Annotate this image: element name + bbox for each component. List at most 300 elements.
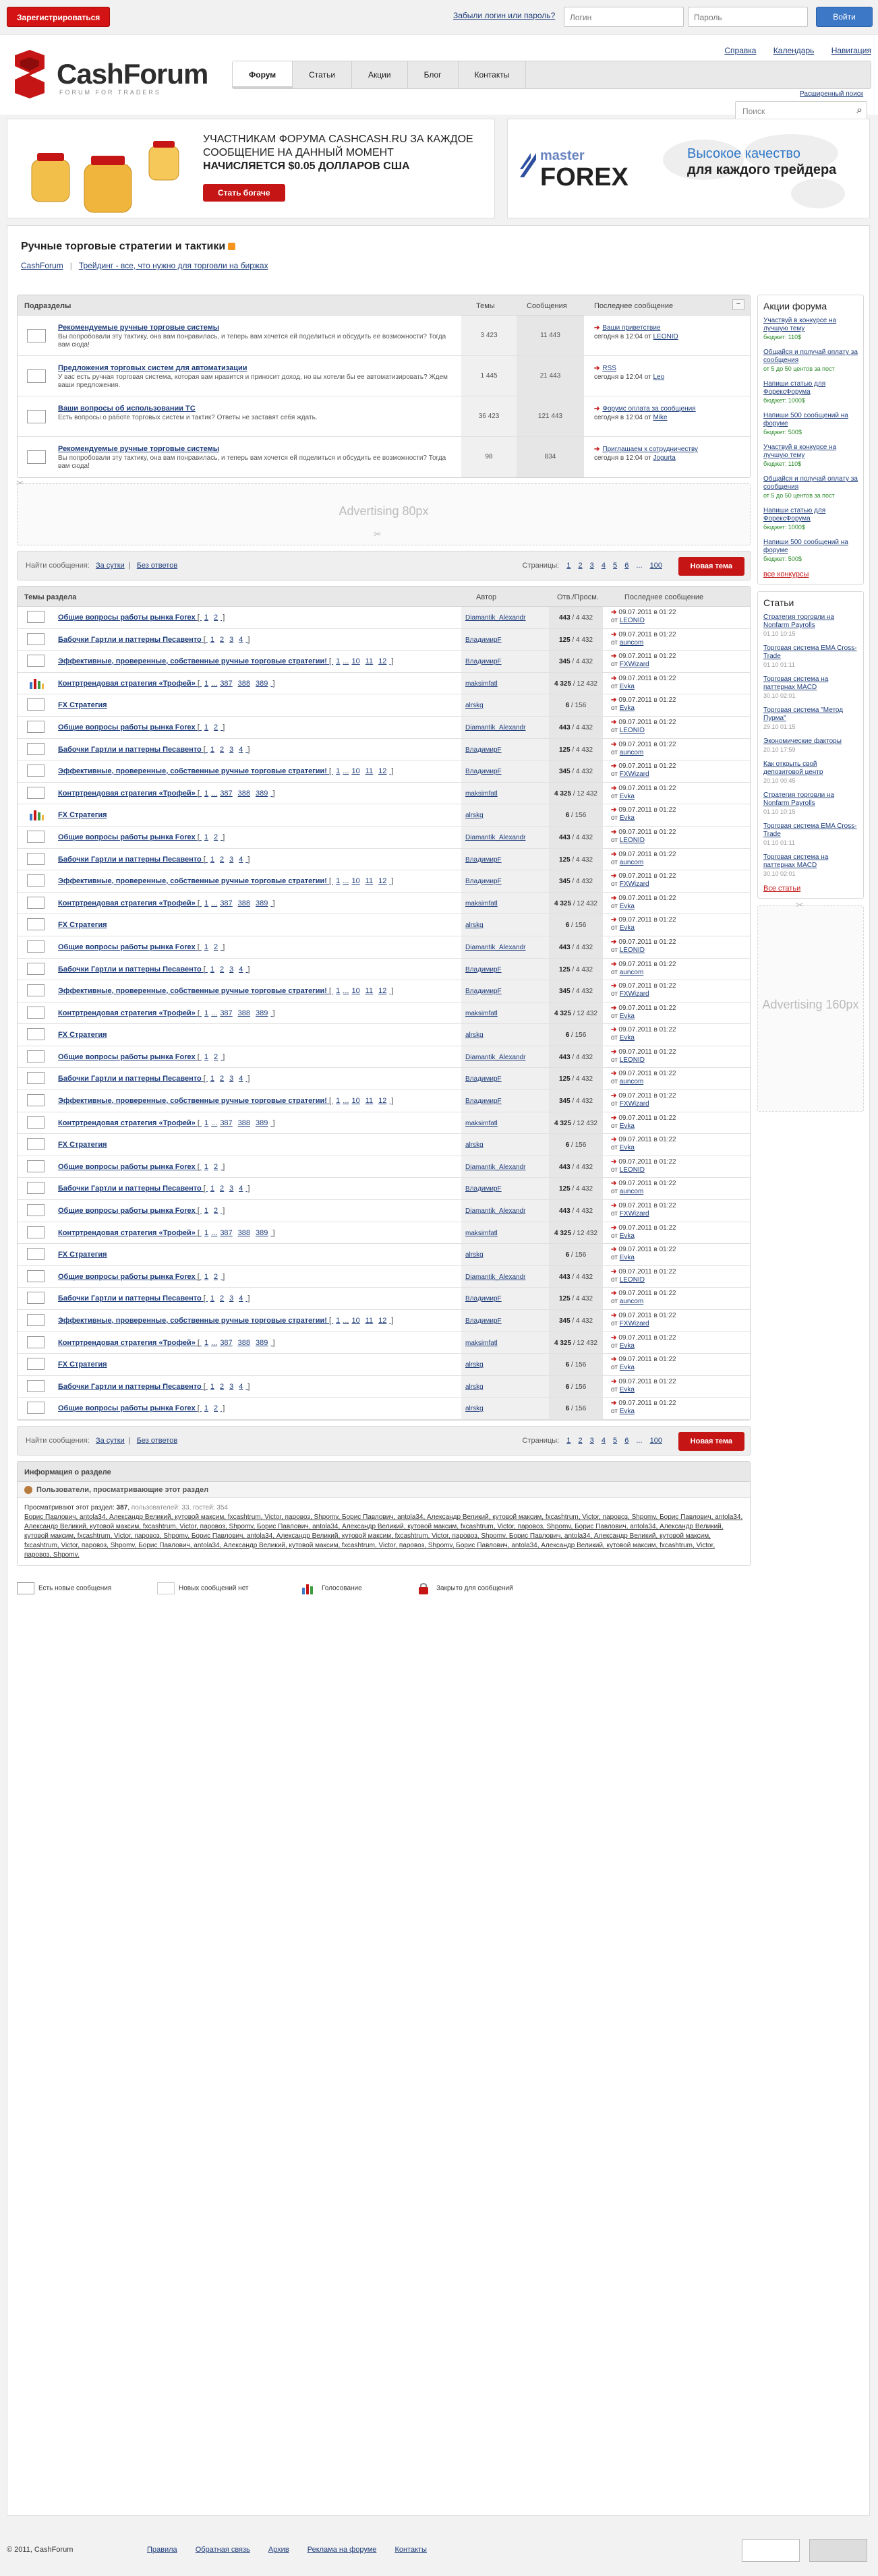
topic-title[interactable]: Бабочки Гартли и паттерны Песавенто: [58, 1185, 202, 1193]
topic-row[interactable]: [18, 849, 750, 871]
topic-title[interactable]: Контртрендовая стратегия «Трофей»: [58, 1118, 196, 1127]
topic-row[interactable]: [18, 1002, 750, 1025]
filter-day-link[interactable]: За сутки: [95, 1436, 125, 1445]
topic-page-link[interactable]: 3: [229, 1075, 234, 1083]
topic-title[interactable]: FX Стратегия: [58, 1360, 107, 1369]
topic-page-link[interactable]: 2: [220, 635, 225, 644]
all-promos-link[interactable]: все конкурсы: [763, 570, 809, 578]
topic-title[interactable]: Общие вопросы работы рынка Forex: [58, 1207, 196, 1216]
last-post-user[interactable]: Evka: [619, 924, 635, 932]
topic-page-link[interactable]: 388: [237, 899, 251, 907]
topic-title[interactable]: FX Стратегия: [58, 811, 107, 820]
topic-page-link[interactable]: 3: [229, 1185, 234, 1193]
topic-author[interactable]: ВладимирF: [465, 878, 502, 886]
topic-author[interactable]: ВладимирF: [465, 1098, 502, 1106]
topic-page-link[interactable]: 2: [214, 833, 218, 841]
subsection-row[interactable]: [18, 316, 750, 356]
topic-page-link[interactable]: 1: [210, 1382, 214, 1391]
login-input[interactable]: Логин: [564, 7, 684, 27]
topic-page-link[interactable]: 1: [204, 1338, 209, 1347]
topic-page-link[interactable]: 1: [336, 767, 341, 776]
calendar-link[interactable]: Календарь: [773, 46, 815, 55]
topic-author[interactable]: Diamantik_Alexandr: [465, 943, 526, 951]
topic-page-link[interactable]: 11: [365, 767, 374, 776]
footer-link-feedback[interactable]: Обратная связь: [195, 2546, 250, 2554]
last-post-user[interactable]: Evka: [619, 1012, 635, 1020]
topic-page-link[interactable]: 12: [378, 877, 387, 886]
topic-title[interactable]: Эффективные, проверенные, собственные ручные торговые стратегии!: [58, 767, 327, 776]
page-link[interactable]: 6: [624, 1436, 629, 1445]
topic-row[interactable]: [18, 607, 750, 629]
page-link[interactable]: 5: [613, 1436, 618, 1445]
topic-author[interactable]: ВладимирF: [465, 1295, 502, 1303]
topic-author[interactable]: alrskg: [465, 922, 484, 930]
topic-row[interactable]: [18, 804, 750, 827]
topic-page-link[interactable]: 4: [239, 745, 243, 754]
promo-item[interactable]: [763, 349, 858, 373]
promo-link[interactable]: Напиши 500 сообщений на форуме: [763, 539, 848, 554]
topic-page-link[interactable]: 1: [204, 679, 209, 688]
article-item[interactable]: [763, 822, 858, 847]
topic-title[interactable]: FX Стратегия: [58, 701, 107, 710]
topic-author[interactable]: alrskg: [465, 1031, 484, 1040]
topic-page-link[interactable]: 1: [210, 745, 214, 754]
topic-page-link[interactable]: 1: [210, 965, 214, 974]
topic-page-link[interactable]: 387: [220, 1118, 233, 1127]
help-link[interactable]: Справка: [724, 46, 757, 55]
topic-row[interactable]: [18, 1134, 750, 1156]
footer-link-contacts[interactable]: Контакты: [394, 2546, 427, 2554]
topic-page-link[interactable]: 1: [204, 1228, 209, 1237]
topic-row[interactable]: [18, 1332, 750, 1354]
topic-page-link[interactable]: 389: [256, 789, 268, 798]
last-post-user[interactable]: LEONID: [653, 333, 678, 340]
article-item[interactable]: [763, 707, 858, 731]
topic-title[interactable]: Общие вопросы работы рынка Forex: [58, 833, 196, 841]
topic-page-link[interactable]: 387: [220, 1228, 233, 1237]
topic-title[interactable]: Контртрендовая стратегия «Трофей»: [58, 679, 196, 688]
topic-page-link[interactable]: 4: [239, 965, 243, 974]
last-post-title[interactable]: Ваши приветствие: [602, 324, 661, 332]
tab-forum[interactable]: Форум: [233, 61, 293, 88]
last-post-user[interactable]: LEONID: [619, 1166, 645, 1174]
subsection-row[interactable]: [18, 396, 750, 437]
last-post-user[interactable]: auncom: [619, 748, 644, 756]
promo-item[interactable]: [763, 412, 858, 437]
counter-badge[interactable]: [809, 2539, 867, 2562]
topic-title[interactable]: Контртрендовая стратегия «Трофей»: [58, 1228, 196, 1237]
topic-page-link[interactable]: 12: [378, 657, 387, 666]
topic-page-link[interactable]: 1: [336, 1317, 341, 1325]
topic-page-link[interactable]: 12: [378, 1097, 387, 1106]
topic-title[interactable]: Общие вопросы работы рынка Forex: [58, 723, 196, 731]
article-item[interactable]: [763, 853, 858, 878]
topic-page-link[interactable]: 4: [239, 1294, 243, 1303]
topic-page-link[interactable]: 388: [237, 1228, 251, 1237]
last-post-user[interactable]: Mike: [653, 414, 668, 421]
article-link[interactable]: Стратегия торговли на Nonfarm Payrolls: [763, 791, 835, 807]
last-post-user[interactable]: FXWizard: [619, 771, 649, 779]
article-item[interactable]: [763, 760, 858, 785]
topic-title[interactable]: Бабочки Гартли и паттерны Песавенто: [58, 855, 202, 864]
subsection-title[interactable]: Предложения торговых систем для автоматизации: [58, 364, 247, 372]
topic-row[interactable]: [18, 1178, 750, 1200]
topic-row[interactable]: [18, 1222, 750, 1245]
topic-row[interactable]: [18, 1288, 750, 1310]
topic-author[interactable]: Diamantik_Alexandr: [465, 833, 526, 841]
topic-page-link[interactable]: 1: [336, 877, 341, 886]
topic-row[interactable]: [18, 893, 750, 915]
article-item[interactable]: [763, 791, 858, 816]
topic-page-link[interactable]: 2: [214, 1404, 218, 1413]
promo-link[interactable]: Напиши 500 сообщений на форуме: [763, 412, 848, 427]
last-post-user[interactable]: FXWizard: [619, 1100, 649, 1108]
last-post-user[interactable]: LEONID: [619, 617, 645, 624]
topic-page-link[interactable]: 387: [220, 679, 233, 688]
last-post-user[interactable]: Evka: [619, 1144, 635, 1152]
page-link[interactable]: 3: [589, 562, 594, 570]
topic-row[interactable]: [18, 1310, 750, 1332]
topic-page-link[interactable]: 1: [210, 635, 214, 644]
viewers-usernames[interactable]: Борис Павлович, antola34, Александр Великий, кутовой максим, fxcashtrum, Victor, паровоз, Shpomv, Борис Павлович, antola34, Александр Великий, кутовой максим, fxcashtrum, Victor, паровоз, Shpomv, Борис Павлович, antola34, Александр Великий, кутовой максим, fxcashtrum, Victor, паровоз, Shpomv, Борис Павлович, antola34, Александр Великий, кутовой максим, fxcashtrum, Victor, паровоз, Shpomv, Борис Павлович, antola34, Александр Великий, кутовой максим, fxcashtrum, Victor, паровоз, Shpomv, Борис Павлович, antola34, Александр Великий, кутовой максим, fxcashtrum, Victor, паровоз, Shpomv, Борис Павлович, antola34, Александр Великий, кутовой максим, fxcashtrum, Victor, паровоз, Shpomv, Борис Павлович, antola34, Александр Великий, кутовой максим, fxcashtrum, Victor, паровоз, Shpomv, Борис Павлович, antola34, Александр Великий, кутовой максим, fxcashtrum, Victor, паровоз, Shpomv.: [24, 1513, 743, 1559]
topic-row[interactable]: [18, 980, 750, 1002]
topic-page-link[interactable]: 2: [220, 1382, 225, 1391]
topic-author[interactable]: ВладимирF: [465, 1317, 502, 1325]
topic-page-link[interactable]: 4: [239, 1185, 243, 1193]
article-link[interactable]: Стратегия торговли на Nonfarm Payrolls: [763, 613, 835, 629]
collapse-icon[interactable]: −: [732, 299, 744, 310]
page-link[interactable]: 100: [649, 1436, 662, 1445]
last-post-user[interactable]: auncom: [619, 1298, 644, 1306]
login-button[interactable]: Войти: [816, 7, 873, 27]
filter-noreply-link[interactable]: Без ответов: [136, 1436, 178, 1445]
last-post-user[interactable]: Evka: [619, 792, 635, 800]
last-post-user[interactable]: Evka: [619, 705, 635, 713]
topic-row[interactable]: [18, 1354, 750, 1376]
topic-page-link[interactable]: 2: [214, 723, 218, 731]
filter-day-link[interactable]: За сутки: [95, 562, 125, 570]
filter-noreply-link[interactable]: Без ответов: [136, 562, 178, 570]
banner-forum-promo[interactable]: [7, 119, 495, 218]
topic-page-link[interactable]: 389: [256, 1118, 268, 1127]
topic-title[interactable]: Бабочки Гартли и паттерны Песавенто: [58, 1294, 202, 1303]
last-post-title[interactable]: Приглашаем к сотрудничеству: [602, 446, 699, 453]
promo-link[interactable]: Участвуй в конкурсе на лучшую тему: [763, 444, 837, 459]
breadcrumb-current[interactable]: Трейдинг - все, что нужно для торговли на биржах: [78, 261, 268, 270]
topic-author[interactable]: alrskg: [465, 1405, 484, 1413]
promo-link[interactable]: Напиши статью для ФорексФорума: [763, 380, 826, 396]
page-link[interactable]: 5: [613, 562, 618, 570]
topic-author[interactable]: alrskg: [465, 1361, 484, 1369]
topic-row[interactable]: [18, 1156, 750, 1178]
last-post-user[interactable]: Evka: [619, 682, 635, 690]
topic-page-link[interactable]: 11: [365, 1097, 374, 1106]
topic-title[interactable]: Общие вопросы работы рынка Forex: [58, 1162, 196, 1171]
topic-page-link[interactable]: 1: [204, 723, 209, 731]
new-topic-button[interactable]: Новая тема: [678, 1432, 744, 1451]
topic-page-link[interactable]: 2: [220, 1294, 225, 1303]
page-link[interactable]: 4: [601, 562, 606, 570]
topic-page-link[interactable]: 388: [237, 1009, 251, 1017]
promo-link[interactable]: Общайся и получай оплату за сообщения: [763, 475, 858, 491]
topic-page-link[interactable]: 1: [204, 1052, 209, 1061]
page-link[interactable]: 1: [566, 562, 571, 570]
topic-title[interactable]: Контртрендовая стратегия «Трофей»: [58, 1338, 196, 1347]
topic-title[interactable]: Общие вопросы работы рынка Forex: [58, 1272, 196, 1281]
topic-page-link[interactable]: 4: [239, 1382, 243, 1391]
last-post-user[interactable]: auncom: [619, 968, 644, 976]
topic-title[interactable]: Эффективные, проверенные, собственные ручные торговые стратегии!: [58, 657, 327, 666]
tab-contacts[interactable]: Контакты: [459, 61, 527, 88]
topic-page-link[interactable]: 1: [336, 1097, 341, 1106]
topic-page-link[interactable]: 388: [237, 1118, 251, 1127]
article-item[interactable]: [763, 676, 858, 700]
topic-row[interactable]: [18, 1090, 750, 1112]
tab-promos[interactable]: Акции: [352, 61, 408, 88]
topic-author[interactable]: maksimfatl: [465, 899, 498, 907]
topic-page-link[interactable]: 388: [237, 679, 251, 688]
promo-link[interactable]: Участвуй в конкурсе на лучшую тему: [763, 317, 837, 332]
topic-row[interactable]: [18, 651, 750, 673]
register-button[interactable]: Зарегистрироваться: [7, 7, 110, 27]
topic-title[interactable]: Контртрендовая стратегия «Трофей»: [58, 899, 196, 907]
footer-link-rules[interactable]: Правила: [147, 2546, 177, 2554]
topic-page-link[interactable]: 2: [214, 1207, 218, 1216]
topic-row[interactable]: [18, 1398, 750, 1420]
topic-author[interactable]: Diamantik_Alexandr: [465, 1053, 526, 1061]
topic-row[interactable]: [18, 1068, 750, 1090]
promo-link[interactable]: Напиши статью для ФорексФорума: [763, 507, 826, 522]
topic-page-link[interactable]: 3: [229, 745, 234, 754]
topic-row[interactable]: [18, 694, 750, 717]
topic-row[interactable]: [18, 783, 750, 805]
topic-page-link[interactable]: 10: [351, 657, 360, 666]
topic-row[interactable]: [18, 1376, 750, 1398]
password-input[interactable]: Пароль: [688, 7, 808, 27]
promo-item[interactable]: [763, 507, 858, 532]
topic-page-link[interactable]: 1: [204, 1272, 209, 1281]
topic-row[interactable]: [18, 629, 750, 651]
topic-page-link[interactable]: 2: [214, 1272, 218, 1281]
last-post-user[interactable]: LEONID: [619, 946, 645, 954]
topic-author[interactable]: alrskg: [465, 1251, 484, 1259]
page-link[interactable]: 6: [624, 562, 629, 570]
topic-title[interactable]: Бабочки Гартли и паттерны Песавенто: [58, 965, 202, 974]
last-post-user[interactable]: LEONID: [619, 836, 645, 844]
topic-page-link[interactable]: 1: [204, 1162, 209, 1171]
topic-author[interactable]: Diamantik_Alexandr: [465, 1163, 526, 1171]
page-link[interactable]: 2: [578, 562, 583, 570]
logo-text[interactable]: CashForum: [57, 58, 208, 90]
topic-page-link[interactable]: 1: [204, 833, 209, 841]
topic-title[interactable]: Эффективные, проверенные, собственные ручные торговые стратегии!: [58, 987, 327, 996]
topic-author[interactable]: alrskg: [465, 702, 484, 710]
topic-row[interactable]: [18, 1024, 750, 1046]
topic-author[interactable]: alrskg: [465, 1141, 484, 1149]
topic-page-link[interactable]: 2: [214, 1162, 218, 1171]
search-icon[interactable]: ⌕: [856, 104, 862, 116]
page-link[interactable]: 3: [589, 1436, 594, 1445]
topic-author[interactable]: maksimfatl: [465, 1229, 498, 1237]
topic-page-link[interactable]: 12: [378, 767, 387, 776]
topic-page-link[interactable]: 1: [210, 1185, 214, 1193]
topic-page-link[interactable]: 11: [365, 987, 374, 996]
topic-page-link[interactable]: 3: [229, 635, 234, 644]
topic-author[interactable]: ВладимирF: [465, 1075, 502, 1083]
topic-page-link[interactable]: 389: [256, 1338, 268, 1347]
topic-author[interactable]: maksimfatl: [465, 680, 498, 688]
last-post-title[interactable]: Форумс оплата за сообщения: [602, 405, 696, 413]
topic-title[interactable]: Общие вопросы работы рынка Forex: [58, 1052, 196, 1061]
subsection-title[interactable]: Ваши вопросы об использовании TC: [58, 405, 196, 413]
topic-page-link[interactable]: 1: [204, 1207, 209, 1216]
last-post-user[interactable]: auncom: [619, 1078, 644, 1086]
last-post-user[interactable]: LEONID: [619, 1056, 645, 1064]
topic-row[interactable]: [18, 739, 750, 761]
topic-page-link[interactable]: 2: [220, 965, 225, 974]
topic-row[interactable]: [18, 760, 750, 783]
topic-page-link[interactable]: 10: [351, 1317, 360, 1325]
topic-author[interactable]: ВладимирF: [465, 965, 502, 974]
banner-masterforex[interactable]: [507, 119, 870, 218]
forgot-password-link[interactable]: Забыли логин или пароль?: [453, 11, 556, 20]
article-link[interactable]: Торговая система EMA Cross-Trade: [763, 822, 857, 838]
last-post-user[interactable]: LEONID: [619, 1276, 645, 1284]
topic-row[interactable]: [18, 1200, 750, 1222]
topic-page-link[interactable]: 2: [220, 1185, 225, 1193]
topic-row[interactable]: [18, 936, 750, 959]
article-link[interactable]: Торговая система на паттернах MACD: [763, 676, 829, 691]
topic-title[interactable]: Эффективные, проверенные, собственные ручные торговые стратегии!: [58, 1097, 327, 1106]
tab-articles[interactable]: Статьи: [293, 61, 352, 88]
topic-title[interactable]: Общие вопросы работы рынка Forex: [58, 613, 196, 622]
last-post-user[interactable]: auncom: [619, 638, 644, 647]
article-link[interactable]: Торговая система "Метод Пурма": [763, 707, 844, 722]
last-post-user[interactable]: FXWizard: [619, 661, 649, 669]
topic-row[interactable]: [18, 1112, 750, 1135]
article-item[interactable]: [763, 613, 858, 638]
promo-item[interactable]: [763, 539, 858, 564]
counter-badge[interactable]: [742, 2539, 800, 2562]
last-post-user[interactable]: Evka: [619, 1254, 635, 1262]
last-post-title[interactable]: RSS: [602, 365, 616, 372]
topic-page-link[interactable]: 2: [214, 942, 218, 951]
advanced-search-link[interactable]: Расширенный поиск: [800, 90, 864, 98]
topic-author[interactable]: Diamantik_Alexandr: [465, 1273, 526, 1281]
breadcrumb-home[interactable]: CashForum: [21, 261, 63, 270]
topic-page-link[interactable]: 10: [351, 877, 360, 886]
last-post-user[interactable]: Evka: [619, 1385, 635, 1394]
topic-row[interactable]: [18, 870, 750, 893]
last-post-user[interactable]: Evka: [619, 1408, 635, 1416]
topic-page-link[interactable]: 1: [204, 789, 209, 798]
topic-title[interactable]: Контртрендовая стратегия «Трофей»: [58, 1009, 196, 1017]
page-link[interactable]: 100: [649, 562, 662, 570]
topic-page-link[interactable]: 4: [239, 855, 243, 864]
navigation-link[interactable]: Навигация: [831, 46, 871, 55]
topic-title[interactable]: Бабочки Гартли и паттерны Песавенто: [58, 1382, 202, 1391]
topic-author[interactable]: ВладимирF: [465, 746, 502, 754]
topic-author[interactable]: ВладимирF: [465, 658, 502, 666]
topic-author[interactable]: alrskg: [465, 812, 484, 820]
last-post-user[interactable]: Evka: [619, 1364, 635, 1372]
topic-page-link[interactable]: 3: [229, 965, 234, 974]
topic-row[interactable]: [18, 1266, 750, 1288]
topic-row[interactable]: [18, 717, 750, 739]
topic-page-link[interactable]: 4: [239, 635, 243, 644]
last-post-user[interactable]: FXWizard: [619, 990, 649, 998]
last-post-user[interactable]: Leo: [653, 373, 665, 381]
topic-row[interactable]: [18, 914, 750, 936]
last-post-user[interactable]: Evka: [619, 1232, 635, 1240]
topic-page-link[interactable]: 1: [204, 1118, 209, 1127]
article-link[interactable]: Торговая система EMA Cross-Trade: [763, 645, 857, 660]
get-rich-button[interactable]: Стать богаче: [203, 184, 285, 202]
footer-link-archive[interactable]: Архив: [268, 2546, 289, 2554]
topic-page-link[interactable]: 389: [256, 1009, 268, 1017]
topic-page-link[interactable]: 3: [229, 1382, 234, 1391]
last-post-user[interactable]: Evka: [619, 1342, 635, 1350]
topic-author[interactable]: ВладимирF: [465, 1185, 502, 1193]
topic-row[interactable]: [18, 827, 750, 849]
topic-author[interactable]: maksimfatl: [465, 789, 498, 798]
promo-item[interactable]: [763, 444, 858, 469]
search-input[interactable]: [735, 101, 867, 120]
subsection-title[interactable]: Рекомендуемые ручные торговые системы: [58, 445, 220, 453]
topic-page-link[interactable]: 389: [256, 679, 268, 688]
subsection-title[interactable]: Рекомендуемые ручные торговые системы: [58, 324, 220, 332]
page-link[interactable]: 2: [578, 1436, 583, 1445]
topic-page-link[interactable]: 2: [220, 855, 225, 864]
promo-item[interactable]: [763, 317, 858, 342]
topic-page-link[interactable]: 1: [210, 1075, 214, 1083]
article-link[interactable]: Как открыть свой депозитовой центр: [763, 760, 823, 776]
topic-page-link[interactable]: 1: [204, 613, 209, 622]
topic-title[interactable]: FX Стратегия: [58, 1251, 107, 1259]
topic-page-link[interactable]: 388: [237, 1338, 251, 1347]
topic-page-link[interactable]: 387: [220, 899, 233, 907]
last-post-user[interactable]: auncom: [619, 1188, 644, 1196]
topic-page-link[interactable]: 387: [220, 1009, 233, 1017]
topic-page-link[interactable]: 1: [204, 942, 209, 951]
topic-title[interactable]: FX Стратегия: [58, 1141, 107, 1149]
promo-link[interactable]: Общайся и получай оплату за сообщения: [763, 349, 858, 364]
topic-page-link[interactable]: 1: [204, 1009, 209, 1017]
topic-title[interactable]: Эффективные, проверенные, собственные ручные торговые стратегии!: [58, 1317, 327, 1325]
topic-page-link[interactable]: 10: [351, 1097, 360, 1106]
topic-row[interactable]: [18, 1046, 750, 1069]
topic-page-link[interactable]: 389: [256, 899, 268, 907]
topic-page-link[interactable]: 1: [336, 987, 341, 996]
rss-icon[interactable]: [228, 243, 235, 250]
promo-item[interactable]: [763, 475, 858, 500]
last-post-user[interactable]: Evka: [619, 1034, 635, 1042]
topic-title[interactable]: Общие вопросы работы рынка Forex: [58, 1404, 196, 1413]
topic-page-link[interactable]: 388: [237, 789, 251, 798]
topic-page-link[interactable]: 11: [365, 1317, 374, 1325]
topic-row[interactable]: [18, 1244, 750, 1266]
topic-author[interactable]: maksimfatl: [465, 1009, 498, 1017]
all-articles-link[interactable]: Все статьи: [763, 885, 801, 893]
last-post-user[interactable]: Evka: [619, 814, 635, 822]
topic-title[interactable]: FX Стратегия: [58, 921, 107, 930]
topic-page-link[interactable]: 10: [351, 767, 360, 776]
topic-author[interactable]: ВладимирF: [465, 988, 502, 996]
topic-page-link[interactable]: 11: [365, 877, 374, 886]
topic-page-link[interactable]: 1: [336, 657, 341, 666]
last-post-user[interactable]: Evka: [619, 1122, 635, 1130]
last-post-user[interactable]: LEONID: [619, 726, 645, 734]
